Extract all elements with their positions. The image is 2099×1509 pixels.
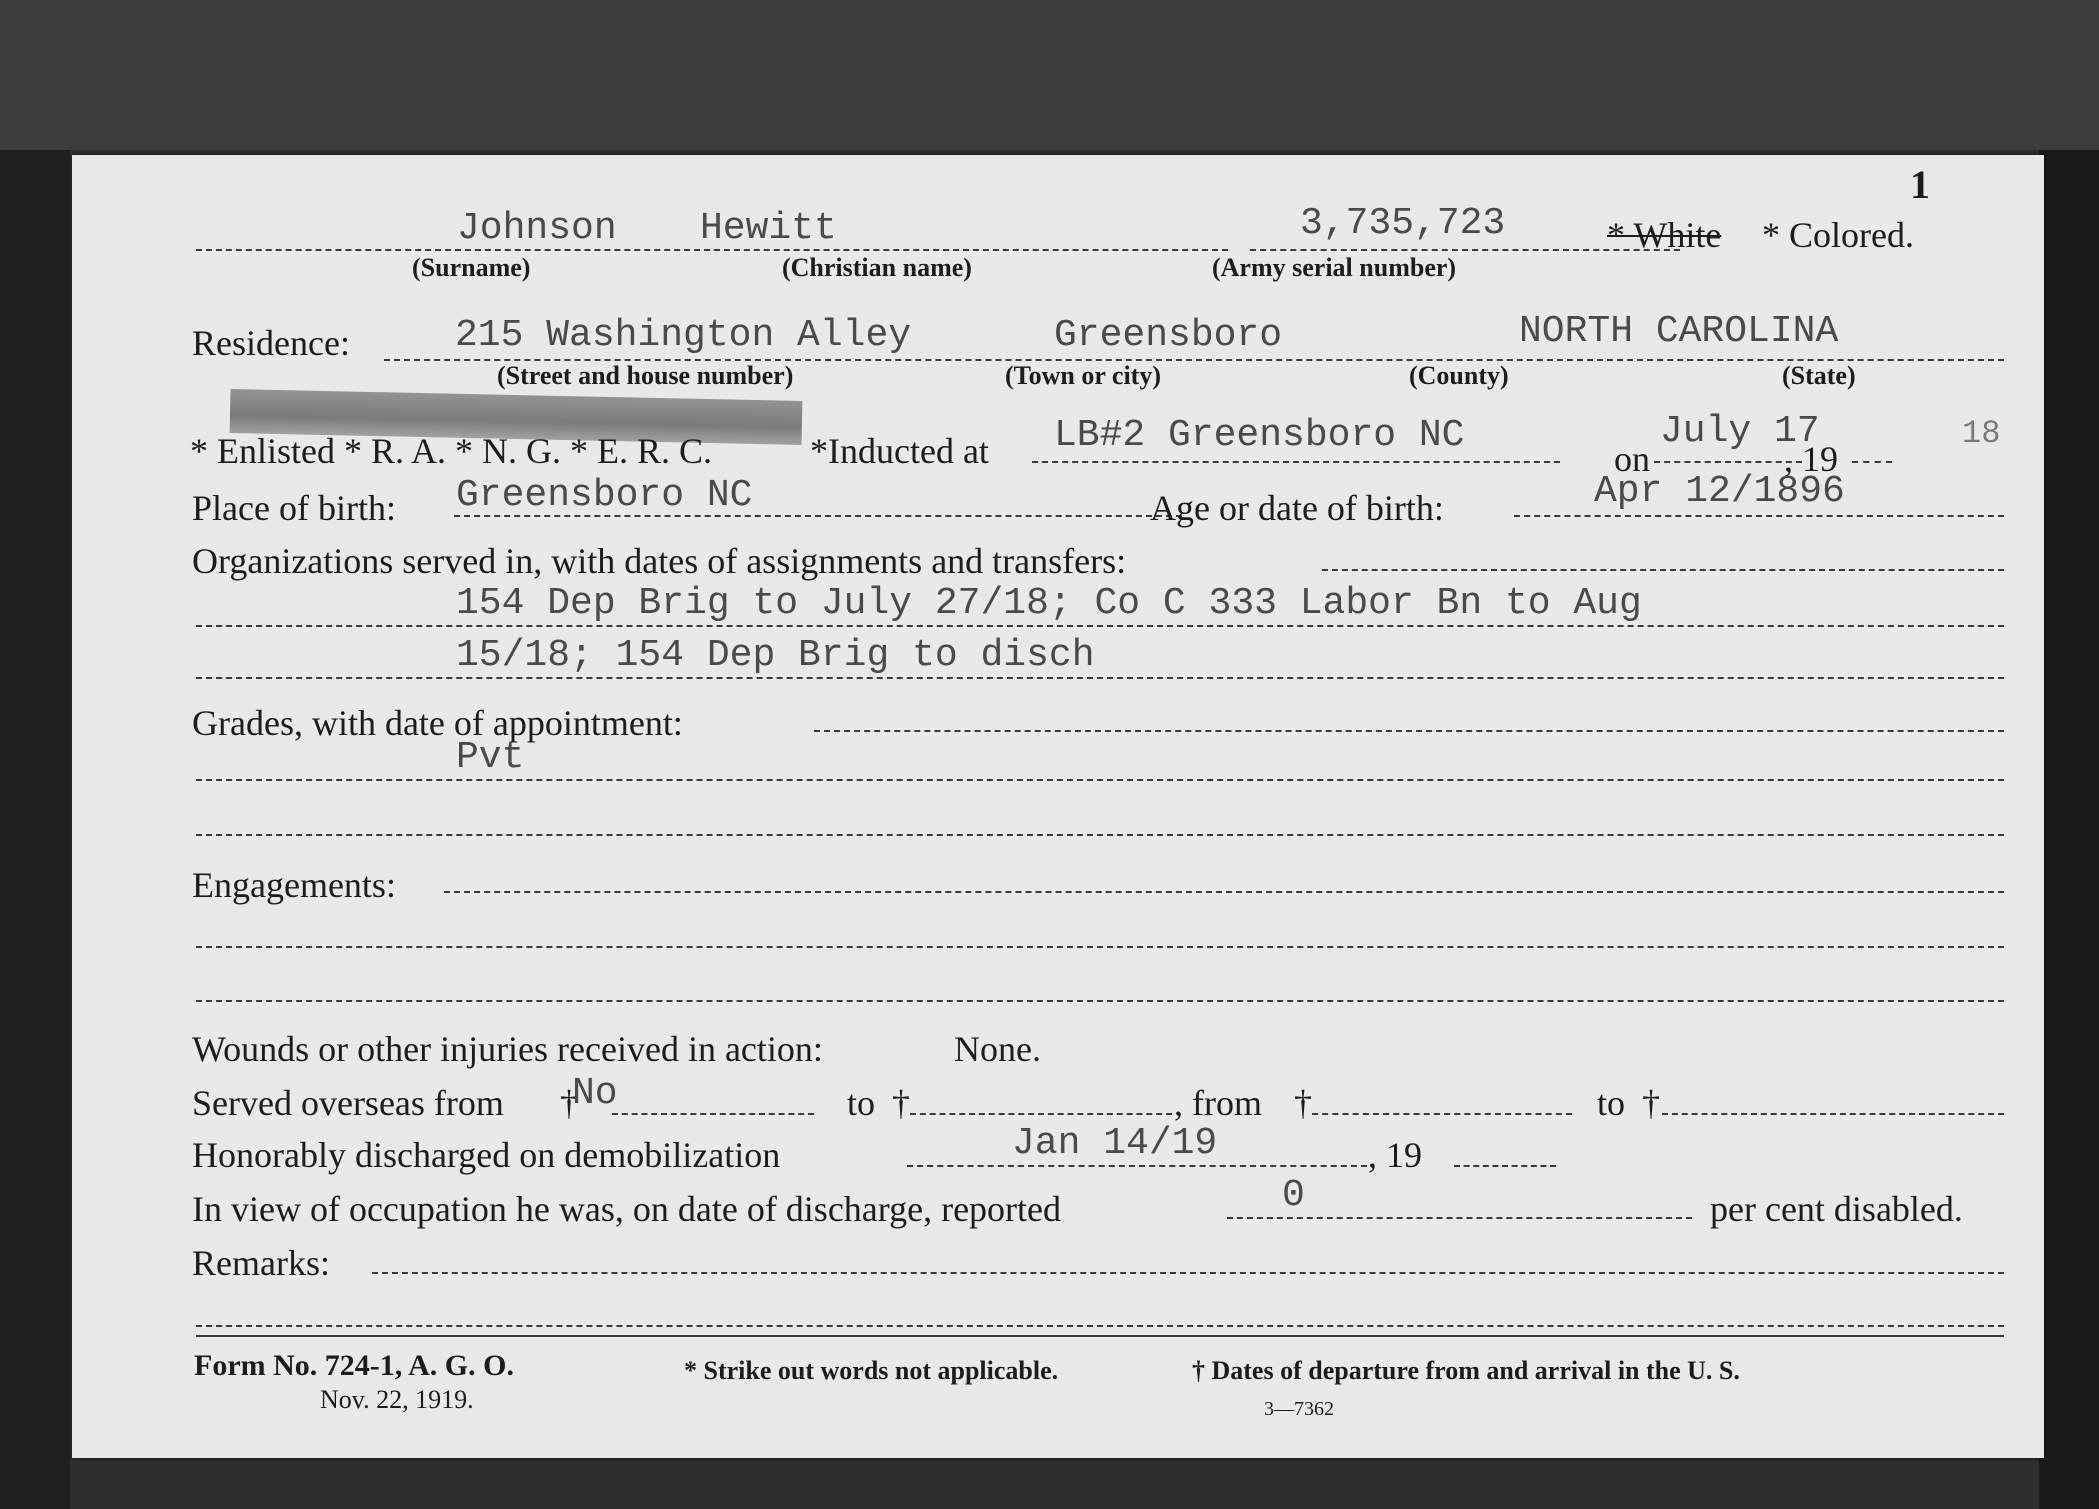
inducted-label: *Inducted at bbox=[810, 431, 989, 471]
overseas-from-value: No bbox=[572, 1072, 618, 1115]
background-right bbox=[2039, 150, 2099, 1509]
year-prefix: , 19 bbox=[1784, 439, 1838, 479]
place-of-birth-label: Place of birth: bbox=[192, 488, 396, 528]
form-number: Form No. 724-1, A. G. O. bbox=[194, 1349, 514, 1382]
christian-name-caption: (Christian name) bbox=[782, 253, 972, 282]
background-top bbox=[0, 0, 2099, 150]
organizations-line-2 bbox=[196, 677, 2004, 679]
overseas-from-label: Served overseas from bbox=[192, 1083, 504, 1123]
surname-caption: (Surname) bbox=[412, 253, 531, 282]
overseas-dagger-3: † bbox=[1294, 1083, 1312, 1123]
grades-line-1 bbox=[196, 779, 2004, 781]
wounds-value: None. bbox=[954, 1029, 1041, 1069]
organizations-label: Organizations served in, with dates of assignments and transfers: bbox=[192, 541, 1127, 581]
disability-label: In view of occupation he was, on date of discharge, reported bbox=[192, 1189, 1062, 1229]
form-date: Nov. 22, 1919. bbox=[320, 1385, 474, 1414]
residence-town: Greensboro bbox=[1054, 314, 1283, 357]
print-code: 3—7362 bbox=[1264, 1398, 1334, 1420]
age-label: Age or date of birth: bbox=[1150, 488, 1444, 528]
overseas-from-line-2 bbox=[1312, 1113, 1572, 1115]
street-caption: (Street and house number) bbox=[497, 361, 794, 390]
discharge-label: Honorably discharged on demobilization bbox=[192, 1135, 781, 1175]
organizations-line-1 bbox=[196, 625, 2004, 627]
place-of-birth-value: Greensboro NC bbox=[456, 474, 753, 517]
discharge-line bbox=[907, 1165, 1367, 1167]
state-caption: (State) bbox=[1782, 361, 1856, 390]
wounds-label: Wounds or other injuries received in action: bbox=[192, 1029, 823, 1069]
year-line bbox=[1852, 461, 1892, 463]
remarks-line-0 bbox=[372, 1272, 2004, 1274]
engagements-line-1 bbox=[196, 946, 2004, 948]
inducted-line bbox=[1032, 461, 1560, 463]
inducted-on-value: July 17 bbox=[1660, 410, 1820, 453]
background-left bbox=[0, 150, 70, 1509]
residence-state: NORTH CAROLINA bbox=[1519, 310, 1839, 353]
margin-note-year: 18 bbox=[1962, 415, 2001, 452]
disability-value: 0 bbox=[1282, 1174, 1305, 1217]
overseas-to-label: to bbox=[847, 1083, 876, 1123]
record-card bbox=[72, 155, 2044, 1458]
organizations-value-2: 15/18; 154 Dep Brig to disch bbox=[456, 634, 1095, 677]
on-date-line bbox=[1654, 461, 1802, 463]
grades-label: Grades, with date of appointment: bbox=[192, 703, 683, 743]
page-number: 1 bbox=[1910, 162, 1930, 207]
overseas-to-label-2: to bbox=[1597, 1083, 1626, 1123]
on-label: on bbox=[1614, 439, 1650, 479]
grades-value: Pvt bbox=[456, 736, 525, 779]
residence-street: 215 Washington Alley bbox=[455, 314, 912, 357]
remarks-line-1 bbox=[196, 1325, 2004, 1327]
overseas-dagger-1: † bbox=[560, 1083, 578, 1123]
enlistment-options: * Enlisted * R. A. * N. G. * E. R. C. bbox=[190, 431, 713, 471]
overseas-from-line bbox=[612, 1113, 814, 1115]
overseas-to-line-2 bbox=[1662, 1113, 2004, 1115]
serial-value: 3,735,723 bbox=[1300, 202, 1506, 245]
serial-caption: (Army serial number) bbox=[1212, 253, 1457, 282]
birth-date-value: Apr 12/1896 bbox=[1594, 470, 1845, 513]
birth-date-line bbox=[1514, 515, 2004, 517]
county-caption: (County) bbox=[1409, 361, 1509, 390]
grades-line-0 bbox=[814, 730, 2004, 732]
race-white-struck: * White bbox=[1607, 215, 1722, 255]
organizations-line-0 bbox=[1322, 569, 2004, 571]
overseas-dagger-2: † bbox=[892, 1083, 910, 1123]
christian-name-value: Hewitt bbox=[700, 207, 837, 250]
overseas-dagger-4: † bbox=[1642, 1083, 1660, 1123]
inducted-at-value: LB#2 Greensboro NC bbox=[1054, 414, 1465, 457]
residence-label: Residence: bbox=[192, 323, 350, 363]
footer-note-dates: † Dates of departure from and arrival in the U. S. bbox=[1192, 1356, 1740, 1385]
discharge-year-label: , 19 bbox=[1368, 1135, 1422, 1175]
surname-value: Johnson bbox=[457, 207, 617, 250]
discharge-date-value: Jan 14/19 bbox=[1012, 1122, 1218, 1165]
grades-line-2 bbox=[196, 834, 2004, 836]
remarks-label: Remarks: bbox=[192, 1243, 330, 1283]
engagements-line-2 bbox=[196, 1000, 2004, 1002]
race-colored: * Colored. bbox=[1762, 215, 1914, 255]
overseas-from-label-2: , from bbox=[1174, 1083, 1262, 1123]
disability-line bbox=[1227, 1217, 1692, 1219]
town-caption: (Town or city) bbox=[1005, 361, 1161, 390]
discharge-year-line bbox=[1454, 1165, 1556, 1167]
organizations-value-1: 154 Dep Brig to July 27/18; Co C 333 Labor Bn to Aug bbox=[456, 582, 1642, 625]
disability-suffix: per cent disabled. bbox=[1710, 1189, 1963, 1229]
engagements-line-0 bbox=[444, 891, 2004, 893]
overseas-to-line bbox=[910, 1113, 1172, 1115]
footer-note-strike: * Strike out words not applicable. bbox=[684, 1356, 1059, 1385]
footer-rule bbox=[196, 1335, 2004, 1337]
engagements-label: Engagements: bbox=[192, 865, 396, 905]
